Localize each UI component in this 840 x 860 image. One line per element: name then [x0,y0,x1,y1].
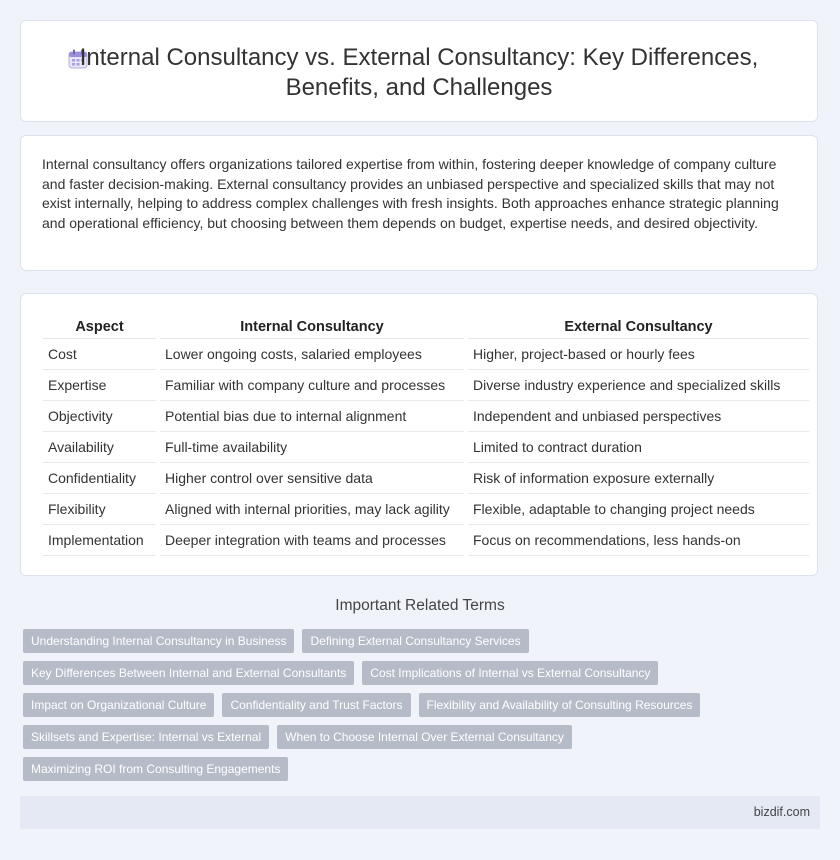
cell-aspect: Cost [43,339,156,370]
related-term-tag[interactable]: Impact on Organizational Culture [23,693,214,717]
cell-internal: Potential bias due to internal alignment [160,401,464,432]
cell-internal: Lower ongoing costs, salaried employees [160,339,464,370]
cell-aspect: Availability [43,432,156,463]
intro-card [20,135,818,271]
related-term-tag[interactable]: Key Differences Between Internal and External Consultants [23,661,354,685]
cell-aspect: Implementation [43,525,156,556]
intro-paragraph: Internal consultancy offers organizations tailored expertise from within, fostering deeper knowledge of company culture and faster decision-making. External consultancy provides an unbiased perspective and specialized skills that may not exist internally, helping to address complex challenges with fresh insights. Both approaches enhance strategic planning and operational efficiency, but choosing between them depends on budget, expertise needs, and desired objectivity. [42,156,779,231]
cell-aspect: Flexibility [43,494,156,525]
cell-aspect: Expertise [43,370,156,401]
tag-row [23,725,723,749]
footer [20,796,820,829]
column-header-internal: Internal Consultancy [160,316,464,339]
table-row [43,494,809,525]
cell-external: Risk of information exposure externally [468,463,809,494]
cell-internal: Aligned with internal priorities, may lack agility [160,494,464,525]
footer-site-link[interactable]: bizdif.com [753,805,810,819]
cell-external: Limited to contract duration [468,432,809,463]
related-term-tag[interactable]: Skillsets and Expertise: Internal vs External [23,725,269,749]
cell-internal: Familiar with company culture and processes [160,370,464,401]
tag-row [23,757,723,781]
table-row [43,370,809,401]
cell-external: Higher, project-based or hourly fees [468,339,809,370]
cell-internal: Full-time availability [160,432,464,463]
related-terms-title: Important Related Terms [335,597,505,614]
cell-external: Focus on recommendations, less hands-on [468,525,809,556]
cell-internal: Deeper integration with teams and processes [160,525,464,556]
related-term-tag[interactable]: When to Choose Internal Over External Consultancy [277,725,572,749]
comparison-table-card [20,293,818,576]
related-term-tag[interactable]: Flexibility and Availability of Consulting Resources [419,693,701,717]
cell-internal: Higher control over sensitive data [160,463,464,494]
cell-external: Independent and unbiased perspectives [468,401,809,432]
header-card [20,20,818,122]
cell-external: Flexible, adaptable to changing project needs [468,494,809,525]
comparison-table [43,316,809,556]
cell-aspect: Confidentiality [43,463,156,494]
related-terms-list [23,629,723,789]
tag-row [23,629,723,653]
column-header-aspect: Aspect [43,316,156,339]
table-row [43,401,809,432]
cell-external: Diverse industry experience and specialized skills [468,370,809,401]
page-title: Internal Consultancy vs. External Consultancy: Key Differences, Benefits, and Challenges [79,44,759,101]
cell-aspect: Objectivity [43,401,156,432]
table-row [43,432,809,463]
tag-row [23,661,723,685]
related-term-tag[interactable]: Cost Implications of Internal vs External Consultancy [362,661,658,685]
tag-row [23,693,723,717]
related-term-tag[interactable]: Confidentiality and Trust Factors [222,693,410,717]
table-header-row [43,316,809,339]
table-row [43,339,809,370]
column-header-external: External Consultancy [468,316,809,339]
table-row [43,525,809,556]
related-term-tag[interactable]: Defining External Consultancy Services [302,629,528,653]
table-row [43,463,809,494]
related-term-tag[interactable]: Maximizing ROI from Consulting Engagements [23,757,288,781]
related-term-tag[interactable]: Understanding Internal Consultancy in Business [23,629,294,653]
